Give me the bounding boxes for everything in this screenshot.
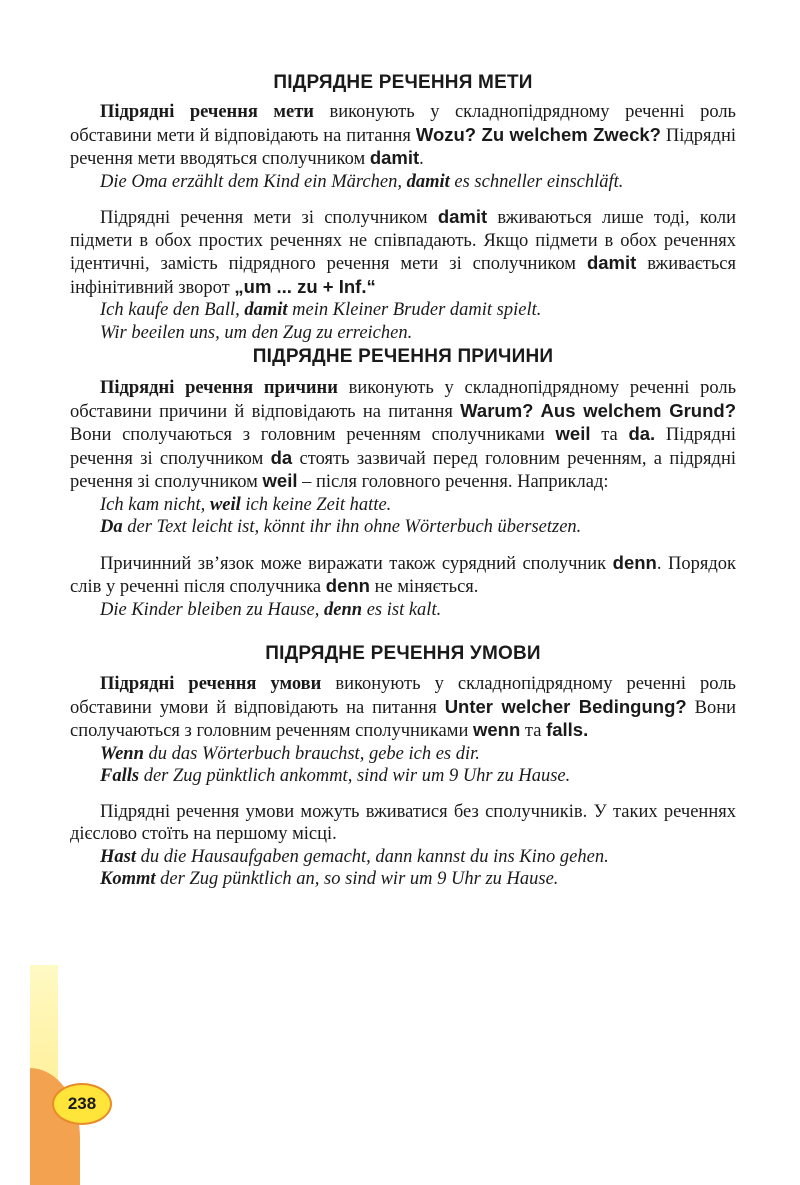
example <box>70 765 736 788</box>
example <box>70 171 736 194</box>
text: Ich kaufe den Ball, <box>100 300 245 320</box>
conjunction: Wenn <box>100 743 144 764</box>
conjunction: da <box>270 446 293 468</box>
text: Причинний зв’язок може виражати також сурядний сполучник <box>100 553 613 574</box>
conjunction: falls. <box>546 719 589 740</box>
paragraph <box>70 377 736 494</box>
example <box>70 743 736 766</box>
example <box>70 516 736 539</box>
term: Підрядні речення мети <box>100 102 314 122</box>
example <box>70 299 736 322</box>
text: du die Hausaufgaben gemacht, dann kannst du ins Kino gehen. <box>135 846 609 867</box>
text: es schneller einschläft. <box>449 171 624 192</box>
section-cause <box>70 377 736 621</box>
conjunction: denn <box>612 551 657 573</box>
text: Вони сполучаються з головним реченням сполучниками <box>70 425 556 445</box>
question: Unter welcher Bedingung? <box>444 695 687 717</box>
conjunction: damit <box>586 252 637 273</box>
question: Wozu? Zu welchem Zweck? <box>415 123 661 145</box>
example <box>70 868 736 891</box>
text: Вони сполучаються з головним реченням сполучниками <box>70 697 736 741</box>
text: ich keine Zeit hatte. <box>240 494 392 515</box>
text: виконують у складнопідрядному реченні роль обставини мети й відповідають на питання <box>70 102 736 146</box>
text: es ist kalt. <box>362 599 442 620</box>
text: Підрядні речення мети зі сполучником <box>100 208 438 228</box>
paragraph <box>70 101 736 171</box>
verb: Hast <box>100 846 136 867</box>
text: вживається інфінітивний зворот <box>70 254 736 298</box>
text: Die Kinder bleiben zu Hause, <box>100 599 325 620</box>
section-title-purpose: ПІДРЯДНЕ РЕЧЕННЯ МЕТИ <box>273 72 533 93</box>
text: . <box>419 149 424 169</box>
text: der Zug pünktlich an, so sind wir um 9 Uhr zu Hause. <box>155 869 559 889</box>
text: Підрядні речення зі сполучником <box>70 425 737 469</box>
text: та <box>520 721 547 741</box>
text: du das Wörterbuch brauchst, gebe ich es dir. <box>143 743 480 764</box>
example <box>70 846 736 869</box>
text: вживаються лише тоді, коли підмети в обох простих реченнях не співпадають. Якщо підмети в обох реченнях ідентичні, замість підрядного речення мети зі сполучником <box>70 208 736 274</box>
text: . Порядок слів у реченні після сполучника <box>70 553 736 597</box>
text: Ich kam nicht, <box>100 494 210 515</box>
term: Підрядні речення умови <box>100 674 322 694</box>
verb: Kommt <box>100 869 156 889</box>
text: Підрядні речення мети вводяться сполучником <box>70 125 736 169</box>
text: стоять зазвичай перед головним реченням, а підрядні речення зі сполучником <box>70 448 736 492</box>
example <box>70 599 736 622</box>
text: виконують у складнопідрядному реченні роль обставини умови й відповідають на питання <box>70 674 736 718</box>
conjunction: da. <box>628 423 656 444</box>
text: не міняється. <box>369 577 479 597</box>
term: Підрядні речення причини <box>100 378 338 398</box>
text: – після головного речення. Наприклад: <box>297 472 609 492</box>
conjunction: wenn <box>473 719 521 740</box>
question: Warum? Aus welchem Grund? <box>460 399 737 421</box>
example: Wir beeilen uns, um den Zug zu erreichen. <box>100 322 413 343</box>
conjunction: weil <box>555 423 591 444</box>
conjunction: weil <box>262 470 298 491</box>
conjunction: Falls <box>100 766 140 786</box>
conjunction: damit <box>406 171 450 192</box>
conjunction: denn <box>324 599 363 620</box>
construction: „um ... zu + Inf.“ <box>234 275 376 297</box>
text: mein Kleiner Bruder damit spielt. <box>287 300 542 320</box>
conjunction: damit <box>244 300 288 320</box>
text: Die Oma erzählt dem Kind ein Märchen, <box>100 171 407 192</box>
text: der Zug pünktlich ankommt, sind wir um 9 Uhr zu Hause. <box>139 766 571 786</box>
text: та <box>590 425 629 445</box>
conjunction: denn <box>325 575 370 596</box>
section-condition <box>70 673 736 891</box>
text: виконують у складнопідрядному реченні роль обставини причини й відповідають на питання <box>70 378 737 422</box>
paragraph: Підрядні речення умови можуть вживатися без сполучників. У таких реченнях дієслово стоїть на першому місці. <box>70 801 736 844</box>
paragraph <box>70 673 736 743</box>
paragraph <box>70 206 736 299</box>
paragraph <box>70 552 736 599</box>
conjunction: damit <box>369 147 420 168</box>
page-number: 238 <box>52 1083 112 1125</box>
conjunction: weil <box>209 494 241 515</box>
section-title-condition: ПІДРЯДНЕ РЕЧЕННЯ УМОВИ <box>265 643 541 664</box>
text: der Text leicht ist, könnt ihr ihn ohne Wörterbuch übersetzen. <box>122 517 582 537</box>
section-title-cause: ПІДРЯДНЕ РЕЧЕННЯ ПРИЧИНИ <box>252 346 554 367</box>
conjunction: Da <box>100 517 123 537</box>
example <box>70 494 736 517</box>
section-purpose <box>70 101 736 344</box>
conjunction: damit <box>437 206 488 227</box>
